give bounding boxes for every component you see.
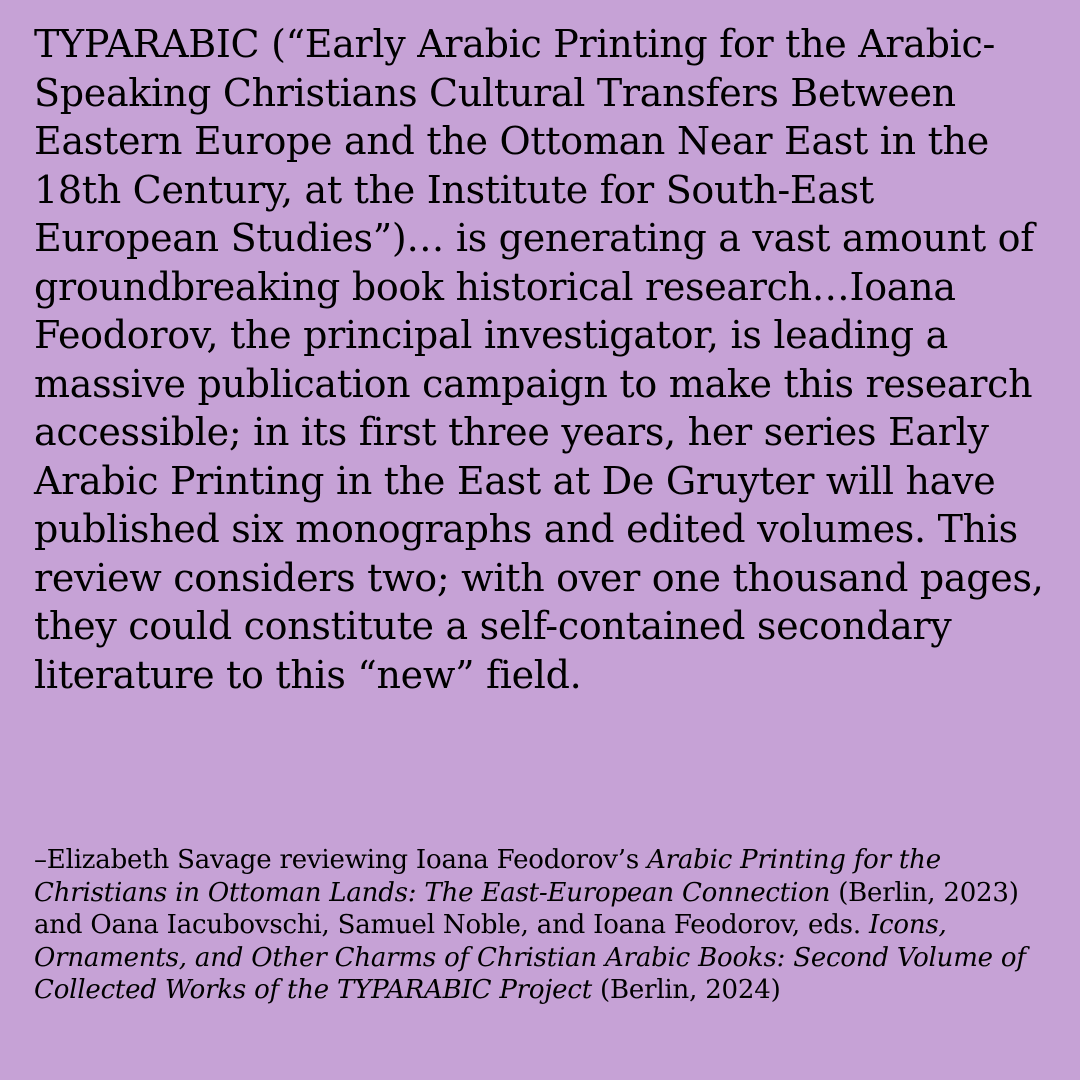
book-publication-info-2: (Berlin, 2024) [591,975,781,1005]
book-title-arabic-printing: Arabic Printing for the Christians in Ottoman Lands: The East-European Connection [34,845,941,908]
book-title-icons-ornaments: Icons, Ornaments, and Other Charms of Christian Arabic Books: Second Volume of Collected Works of the TYPARABIC Project [34,910,1026,1005]
book-publication-info: (Berlin, 2023) and Oana Iacubovschi, Samuel Noble, and Ioana Feodorov, eds. [34,877,1019,940]
attribution-prefix: –Elizabeth Savage reviewing Ioana Feodorov’s [34,845,648,875]
review-quote: TYPARABIC (“Early Arabic Printing for the Arabic-Speaking Christians Cultural Transfers Between Eastern Europe and the Ottoman Near East in the 18th Century, at the Institute for South-East European Studies”)… is generating a vast amount of groundbreaking book historical research…Ioana Feodorov, the principal investigator, is leading a massive publication campaign to make this research accessible; in its first three years, her series Early Arabic Printing in the East at De Gruyter will have published six monographs and edited volumes. This review considers two; with over one thousand pages, they could constitute a self-contained secondary literature to this “new” field. [34,22,1044,697]
attribution [34,844,1044,1007]
